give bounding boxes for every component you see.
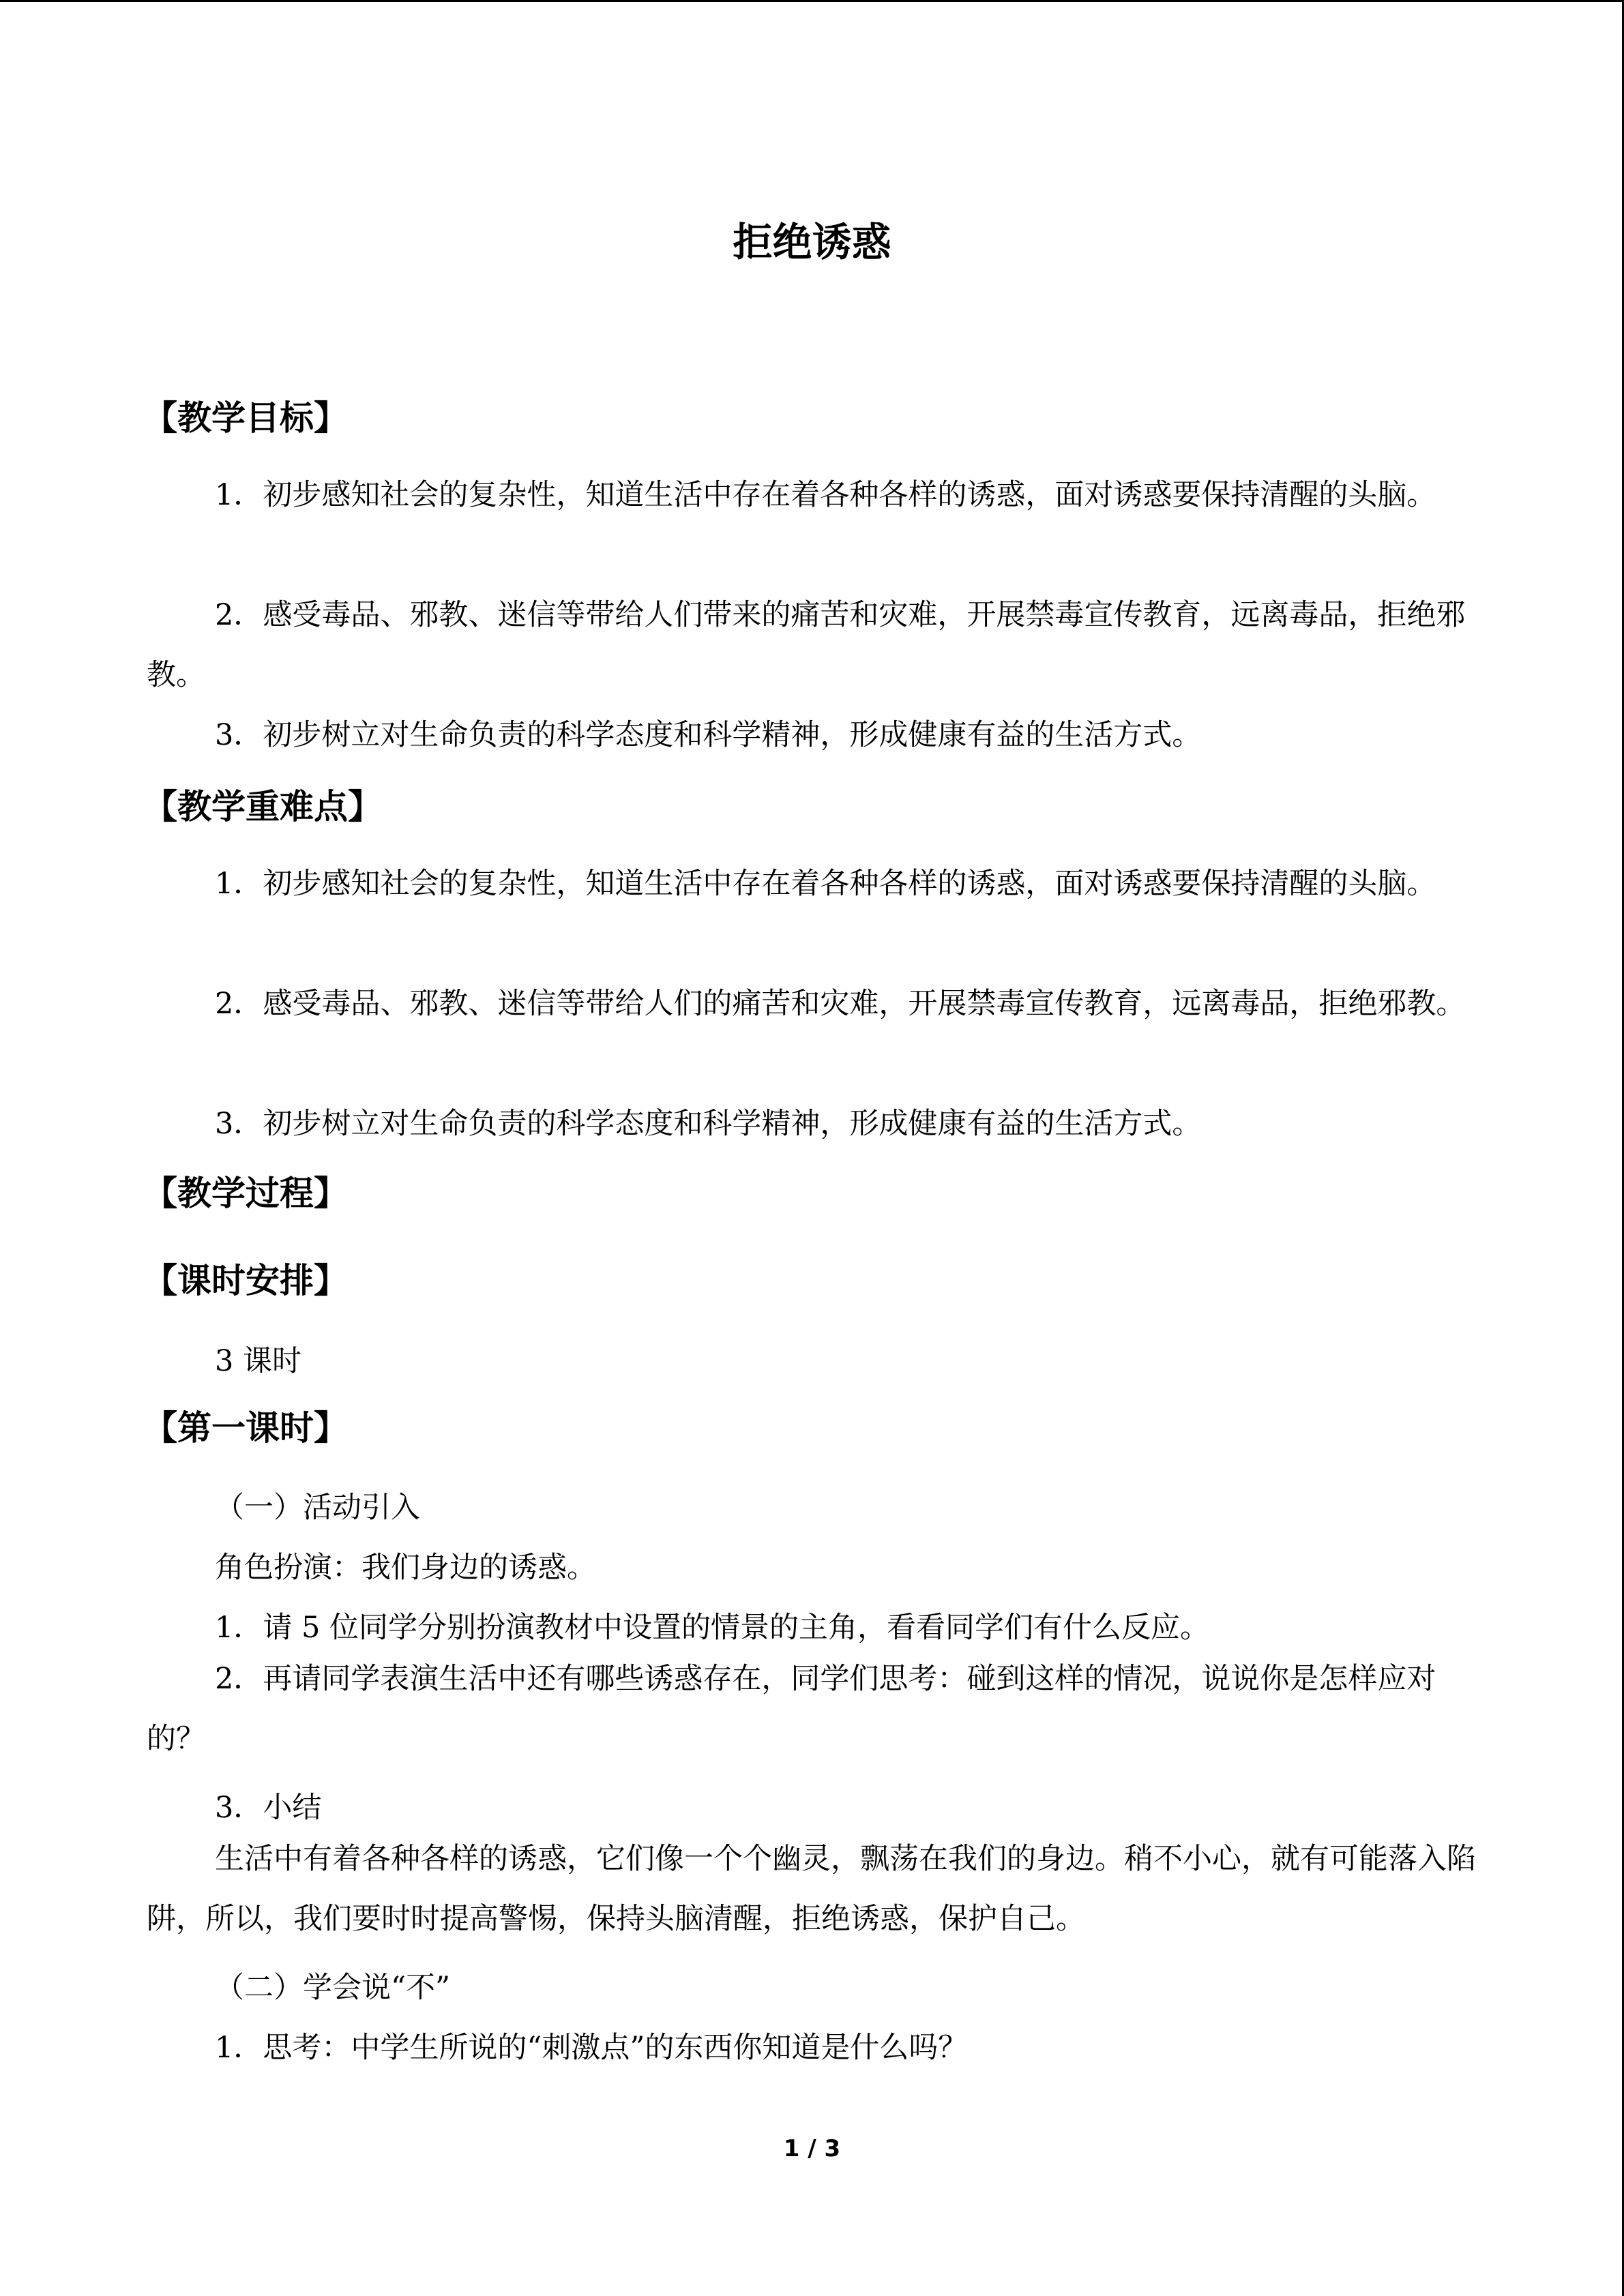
goal-item-2: 2．感受毒品、邪教、迷信等带给人们带来的痛苦和灾难，开展禁毒宣传教育，远离毒品，拒绝邪教。 bbox=[147, 598, 1466, 692]
document-title: 拒绝诱惑 bbox=[733, 219, 891, 265]
schedule-text: 3 课时 bbox=[215, 1344, 302, 1378]
lesson1-part2-title: （二）学会说“不” bbox=[215, 1971, 450, 2005]
lesson1-step-1: 1．请 5 位同学分别扮演教材中设置的情景的主角，看看同学们有什么反应。 bbox=[215, 1611, 1210, 1645]
heading-lesson-1: 【第一课时】 bbox=[143, 1408, 348, 1448]
lesson1-step-2: 2．再请同学表演生活中还有哪些诱惑存在，同学们思考：碰到这样的情况，说说你是怎样应对的？ bbox=[147, 1662, 1436, 1756]
key-point-item-2: 2．感受毒品、邪教、迷信等带给人们的痛苦和灾难，开展禁毒宣传教育，远离毒品，拒绝邪教。 bbox=[215, 987, 1466, 1021]
lesson1-step-3: 3．小结 bbox=[215, 1791, 322, 1825]
lesson1-summary: 生活中有着各种各样的诱惑，它们像一个个幽灵，飘荡在我们的身边。稍不小心，就有可能落入陷阱，所以，我们要时时提高警惕，保持头脑清醒，拒绝诱惑，保护自己。 bbox=[147, 1842, 1476, 1936]
heading-teaching-goals: 【教学目标】 bbox=[143, 398, 348, 438]
lesson1-part1-title: （一）活动引入 bbox=[215, 1491, 420, 1525]
lesson1-role-play: 角色扮演：我们身边的诱惑。 bbox=[215, 1551, 596, 1585]
key-point-item-3: 3．初步树立对生命负责的科学态度和科学精神，形成健康有益的生活方式。 bbox=[215, 1107, 1202, 1141]
goal-item-3: 3．初步树立对生命负责的科学态度和科学精神，形成健康有益的生活方式。 bbox=[215, 718, 1202, 752]
heading-key-points: 【教学重难点】 bbox=[143, 787, 382, 826]
heading-schedule: 【课时安排】 bbox=[143, 1261, 348, 1300]
key-point-item-1: 1．初步感知社会的复杂性，知道生活中存在着各种各样的诱惑，面对诱惑要保持清醒的头脑。 bbox=[215, 867, 1436, 901]
lesson1-question: 1．思考：中学生所说的“刺激点”的东西你知道是什么吗？ bbox=[215, 2031, 968, 2065]
page-number: 1 / 3 bbox=[783, 2135, 841, 2162]
page-border-top bbox=[0, 0, 1624, 2]
heading-teaching-process: 【教学过程】 bbox=[143, 1174, 348, 1213]
goal-item-1: 1．初步感知社会的复杂性，知道生活中存在着各种各样的诱惑，面对诱惑要保持清醒的头脑。 bbox=[215, 478, 1436, 512]
